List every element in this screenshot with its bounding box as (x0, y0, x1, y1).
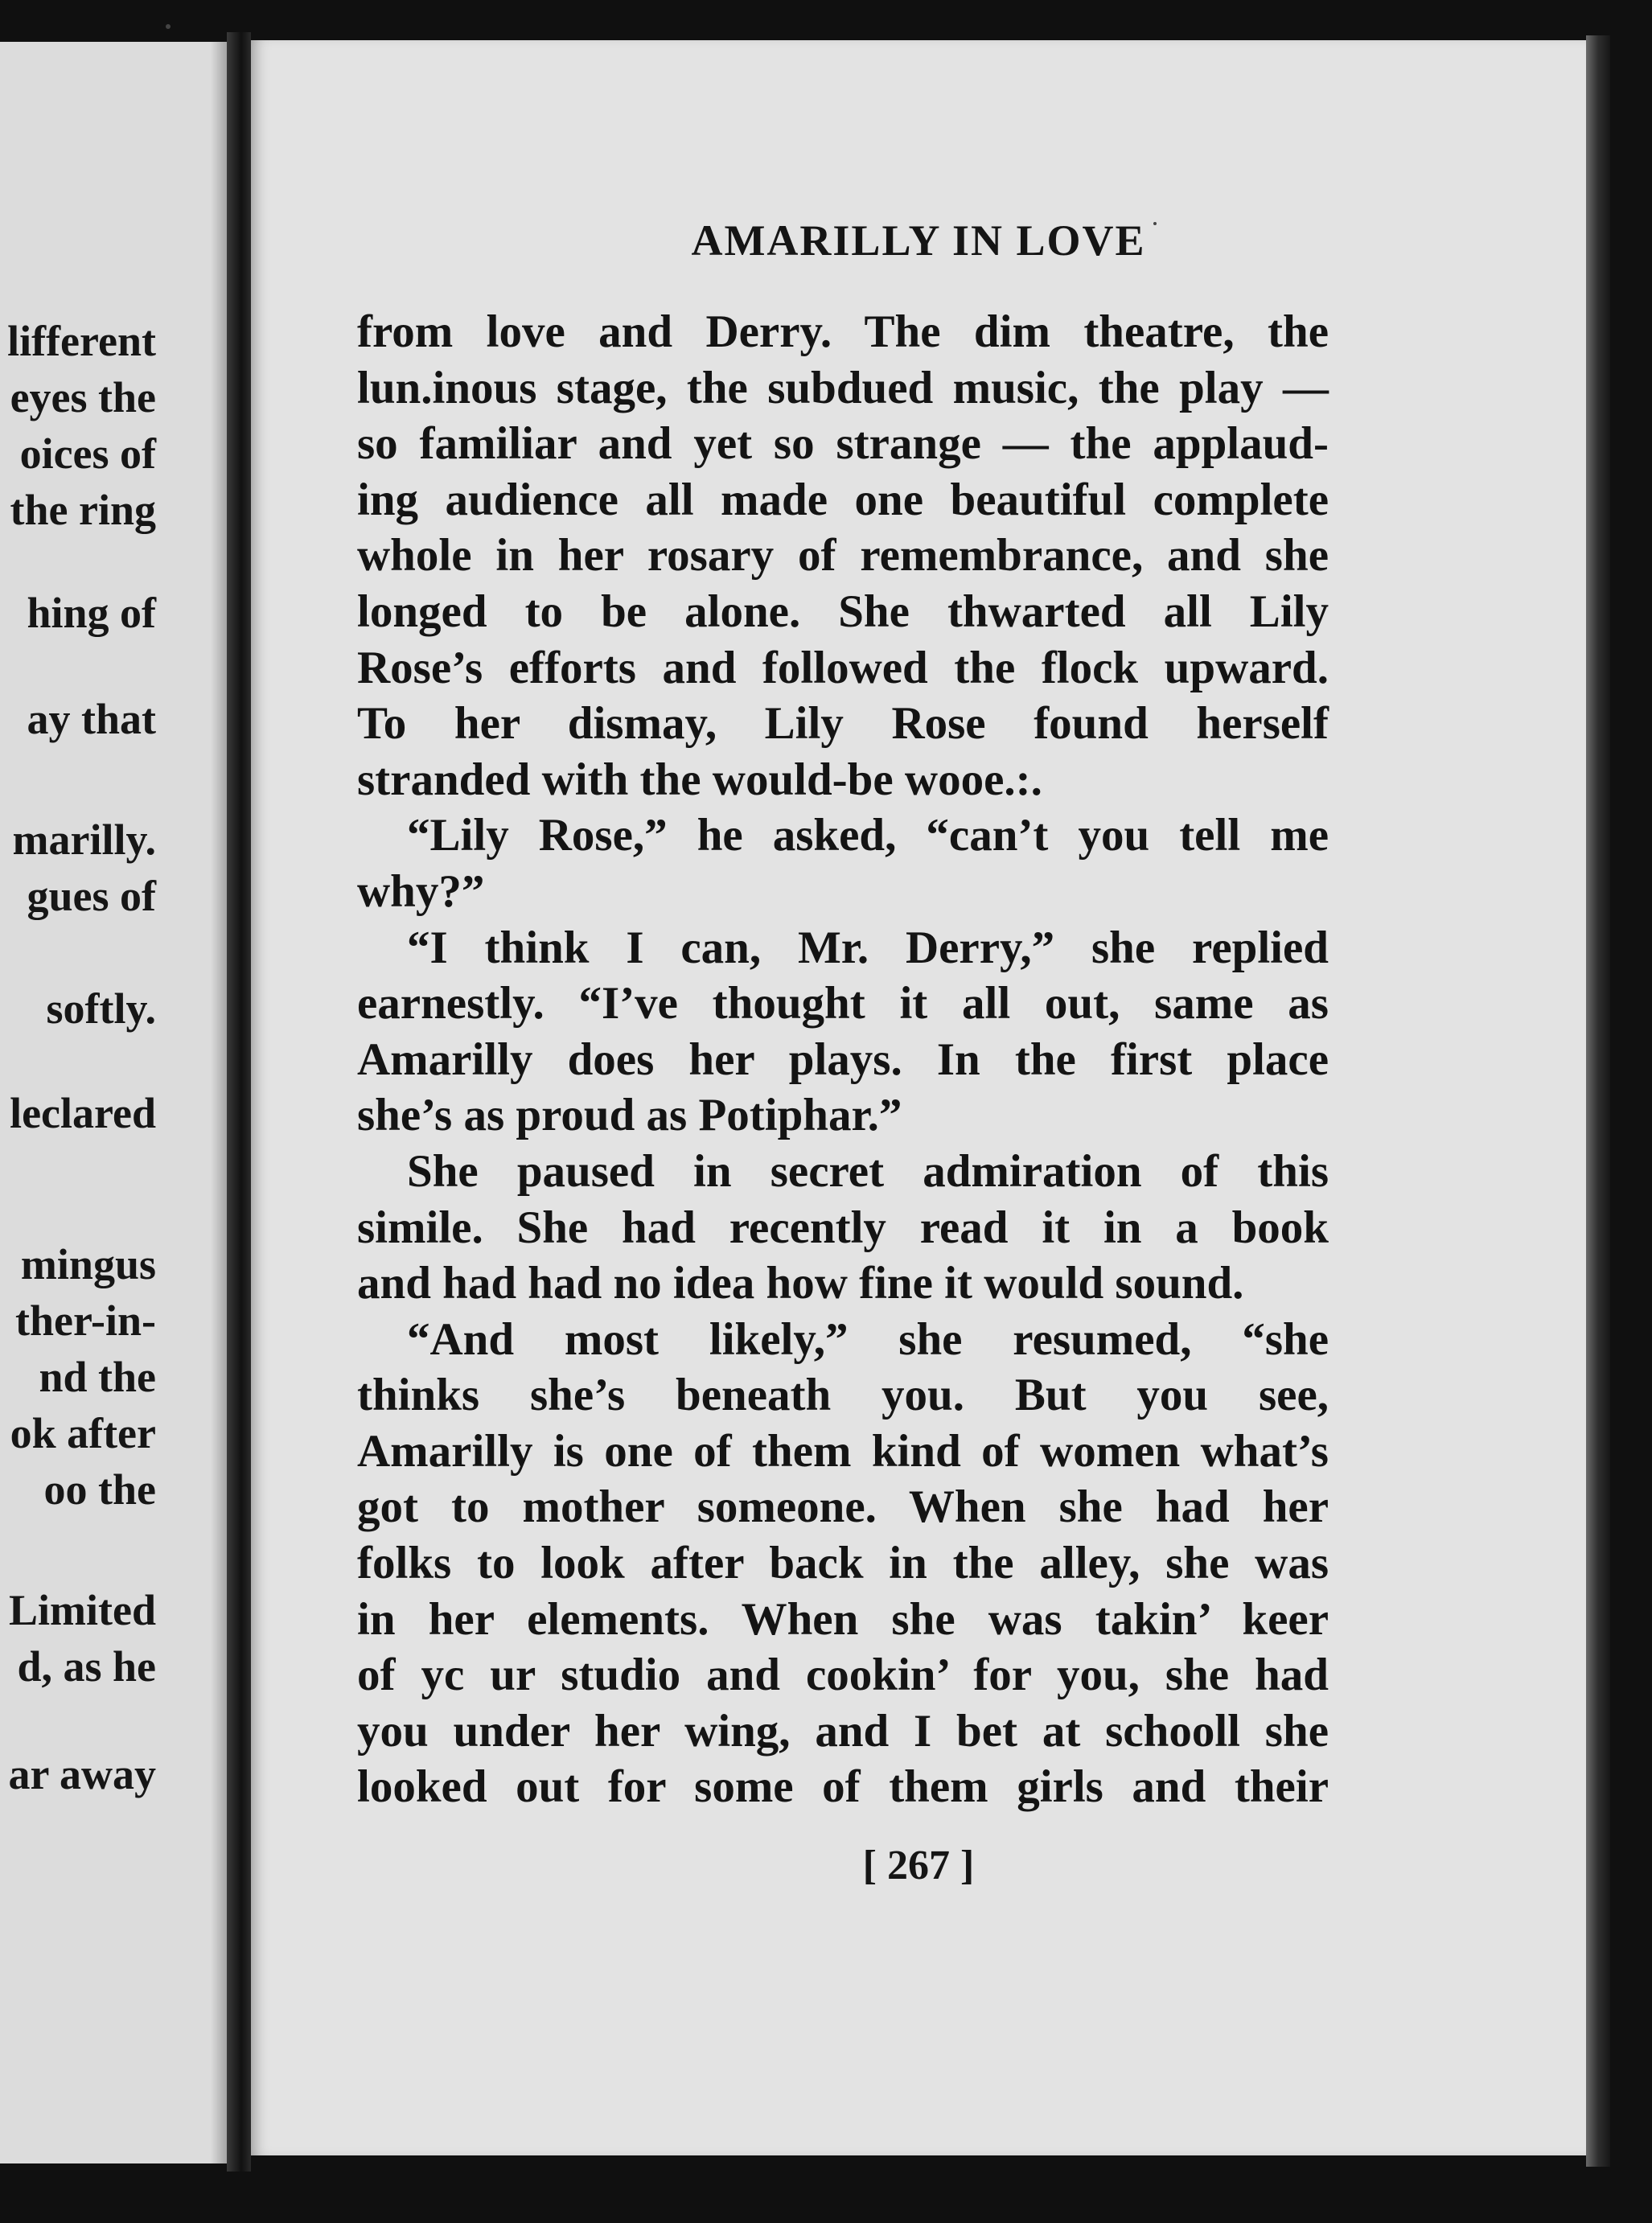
text-line: looked out for some of them girls and their (357, 1761, 1329, 1813)
text-line: longed to be alone. She thwarted all Lily (357, 586, 1329, 637)
text-line: stranded with the would-be wooe.:. (357, 754, 1042, 805)
previous-page-line: Limited (9, 1586, 156, 1634)
previous-page-line: leclared (10, 1089, 156, 1137)
previous-page-line: marilly. (12, 816, 156, 864)
text-line: Amarilly is one of them kind of women what’s (357, 1425, 1329, 1477)
scan-speck (1153, 222, 1157, 225)
running-head: AMARILLY IN LOVE (691, 216, 1146, 265)
book-page (251, 40, 1586, 2155)
text-line: folks to look after back in the alley, she was (357, 1538, 1329, 1589)
text-line: she’s as proud as Potiphar.” (357, 1090, 902, 1141)
text-line: lun.inous stage, the subdued music, the play — (357, 362, 1329, 413)
text-line: To her dismay, Lily Rose found herself (357, 698, 1329, 750)
previous-page-fragment (0, 42, 227, 2163)
text-line: in her elements. When she was takin’ keer (357, 1593, 1329, 1645)
text-line: She paused in secret admiration of this (407, 1145, 1329, 1197)
previous-page-text (0, 42, 227, 2163)
text-line: simile. She had recently read it in a book (357, 1202, 1329, 1253)
text-line: and had had no idea how fine it would sound. (357, 1258, 1244, 1309)
text-line: from love and Derry. The dim theatre, the (357, 306, 1329, 357)
previous-page-line: gues of (27, 872, 156, 920)
text-line: whole in her rosary of remembrance, and she (357, 530, 1329, 581)
previous-page-line: nd the (39, 1353, 156, 1401)
text-line: “I think I can, Mr. Derry,” she replied (407, 922, 1329, 973)
previous-page-line: oo the (43, 1465, 156, 1514)
previous-page-line: eyes the (10, 373, 156, 421)
previous-page-line: d, as he (17, 1642, 156, 1691)
text-line: Rose’s efforts and followed the flock upward. (357, 642, 1329, 693)
page-edge (1586, 35, 1610, 2167)
text-line: you under her wing, and I bet at schooll she (357, 1705, 1329, 1757)
text-line: ing audience all made one beautiful complete (357, 474, 1329, 525)
book-binding (227, 32, 251, 2172)
text-line: of yc ur studio and cookin’ for you, she had (357, 1650, 1329, 1701)
previous-page-line: softly. (46, 984, 156, 1033)
previous-page-line: ok after (10, 1409, 156, 1457)
gutter-shadow (211, 42, 227, 2163)
previous-page-line: ther-in- (15, 1296, 156, 1345)
previous-page-line: ay that (27, 695, 156, 743)
previous-page-line: oices of (19, 429, 156, 478)
text-line: thinks she’s beneath you. But you see, (357, 1370, 1329, 1421)
previous-page-line: hing of (27, 589, 156, 637)
scan-speck (166, 24, 171, 29)
text-line: got to mother someone. When she had her (357, 1481, 1329, 1533)
text-line: “And most likely,” she resumed, “she (407, 1313, 1329, 1365)
previous-page-line: lifferent (7, 317, 156, 365)
text-line: earnestly. “I’ve thought it all out, same as (357, 978, 1329, 1029)
previous-page-line: the ring (10, 486, 156, 534)
text-line: so familiar and yet so strange — the applaud- (357, 418, 1329, 470)
previous-page-line: mingus (20, 1240, 156, 1288)
text-line: Amarilly does her plays. In the first place (357, 1033, 1329, 1085)
previous-page-line: ar away (8, 1750, 156, 1798)
text-line: “Lily Rose,” he asked, “can’t you tell me (407, 810, 1329, 861)
page-number: [ 267 ] (862, 1843, 975, 1888)
body-text (357, 304, 1329, 1815)
text-line: why?” (357, 865, 485, 917)
